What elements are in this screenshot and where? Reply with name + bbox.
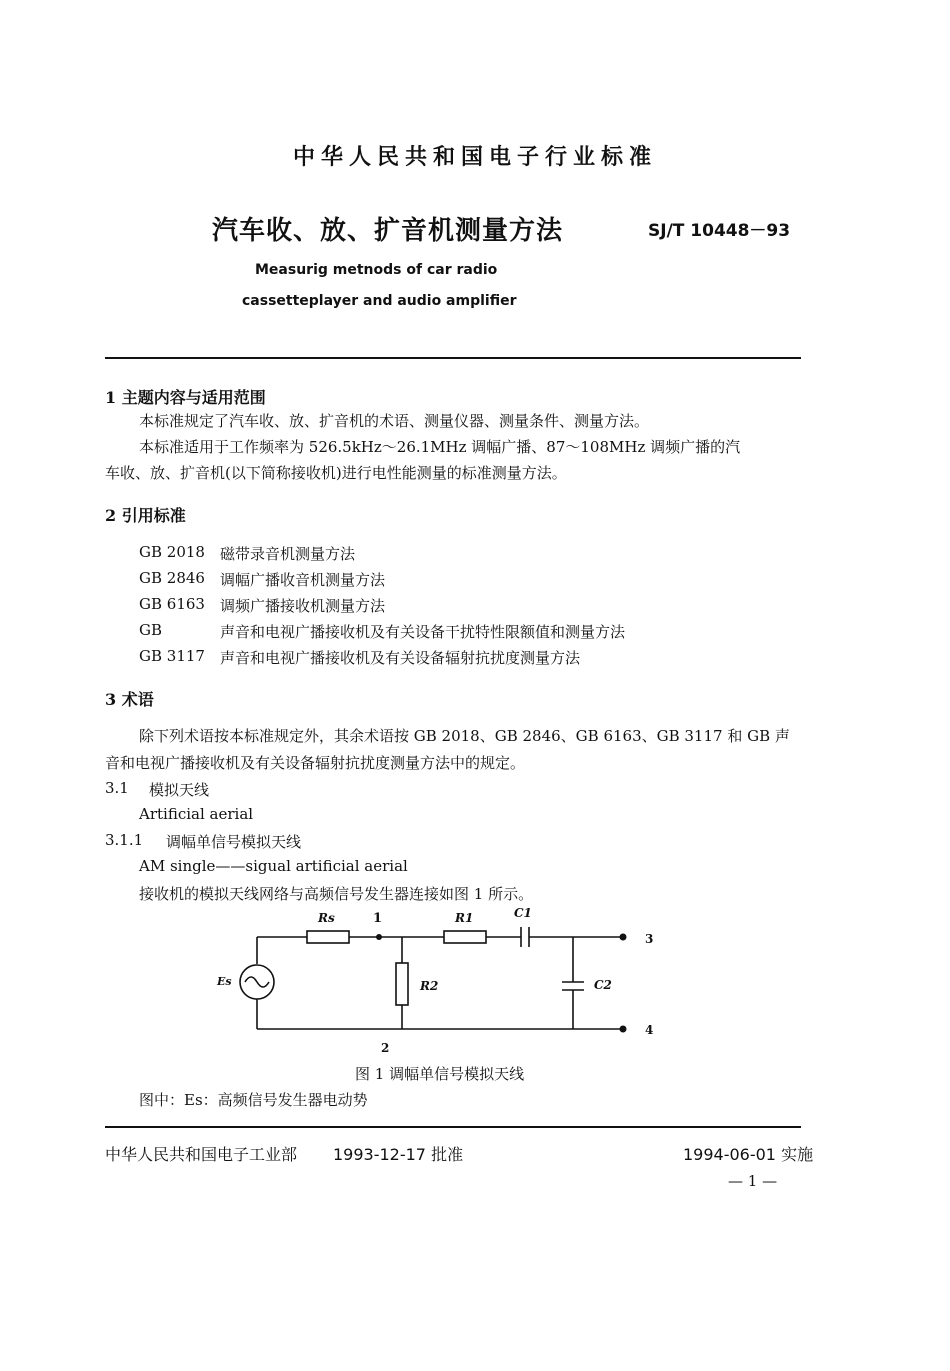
label-c1: C1	[514, 906, 532, 920]
section3-para-line2: 音和电视广播接收机及有关设备辐射抗扰度测量方法中的规定。	[105, 754, 526, 772]
subsection-3-1-number: 3.1	[105, 779, 129, 797]
figure-note: 图中：Es：高频信号发生器电动势	[139, 1091, 368, 1109]
resistor-r2	[396, 963, 408, 1005]
terminal-4	[620, 1026, 627, 1033]
ref-code: GB	[139, 621, 163, 639]
section2-heading: 2 引用标准	[105, 506, 186, 525]
signal-source-icon	[240, 965, 274, 999]
ref-code: GB 2846	[139, 569, 205, 587]
label-r1: R1	[455, 911, 474, 925]
label-rs: Rs	[318, 911, 335, 925]
section3-heading: 3 术语	[105, 690, 154, 709]
label-node-1: 1	[373, 911, 383, 926]
ref-title: 调幅广播收音机测量方法	[220, 571, 386, 589]
resistor-rs	[307, 931, 349, 943]
header-rule	[105, 357, 801, 359]
subsection-3-1-1-number: 3.1.1	[105, 831, 144, 849]
approving-authority: 中华人民共和国电子工业部	[105, 1145, 298, 1164]
section1-heading: 1 主题内容与适用范围	[105, 388, 266, 407]
approval-date: 1993-12-17 批准	[333, 1145, 464, 1164]
terminal-3	[620, 934, 627, 941]
standard-header: 中华人民共和国电子行业标准	[292, 144, 657, 170]
document-title: 汽车收、放、扩音机测量方法	[212, 216, 564, 246]
figure-caption: 图 1 调幅单信号模拟天线	[355, 1065, 525, 1083]
subsection-3-1-title: 模拟天线	[149, 781, 210, 799]
section1-para2-line2: 车收、放、扩音机(以下简称接收机)进行电性能测量的标准测量方法。	[105, 464, 567, 482]
label-node-2: 2	[381, 1041, 390, 1055]
standard-number: SJ/T 10448－93	[648, 221, 791, 241]
subsection-3-1-1-title: 调幅单信号模拟天线	[166, 833, 302, 851]
subsection-3-1-english: Artificial aerial	[139, 805, 254, 823]
english-title-line2: cassetteplayer and audio amplifier	[242, 293, 517, 309]
node-1-dot	[376, 934, 382, 940]
footer-rule	[105, 1126, 801, 1128]
label-es: Es	[217, 975, 232, 988]
ref-title: 声音和电视广播接收机及有关设备干扰特性限额值和测量方法	[220, 623, 626, 641]
ref-title: 调频广播接收机测量方法	[220, 597, 386, 615]
implementation-date: 1994-06-01 实施	[683, 1145, 814, 1164]
resistor-r1	[444, 931, 486, 943]
label-c2: C2	[594, 978, 612, 992]
ref-title: 声音和电视广播接收机及有关设备辐射抗扰度测量方法	[220, 649, 581, 667]
ref-code: GB 3117	[139, 647, 205, 665]
ref-title: 磁带录音机测量方法	[220, 545, 356, 563]
subsection-3-1-1-text: 接收机的模拟天线网络与高频信号发生器连接如图 1 所示。	[139, 885, 534, 903]
subsection-3-1-1-english: AM single——sigual artificial aerial	[139, 857, 408, 875]
section1-para1: 本标准规定了汽车收、放、扩音机的术语、测量仪器、测量条件、测量方法。	[139, 412, 650, 430]
label-node-3: 3	[645, 932, 654, 946]
label-node-4: 4	[645, 1023, 654, 1037]
section3-para-line1: 除下列术语按本标准规定外，其余术语按 GB 2018、GB 2846、GB 6163、GB 3117 和 GB 声	[139, 727, 790, 745]
ref-code: GB 2018	[139, 543, 205, 561]
section1-para2-line1: 本标准适用于工作频率为 526.5kHz～26.1MHz 调幅广播、87～108MHz 调频广播的汽	[139, 438, 741, 456]
english-title-line1: Measurig metnods of car radio	[255, 262, 498, 278]
ref-code: GB 6163	[139, 595, 205, 613]
page-number: — 1 —	[728, 1172, 778, 1190]
label-r2: R2	[420, 979, 439, 993]
